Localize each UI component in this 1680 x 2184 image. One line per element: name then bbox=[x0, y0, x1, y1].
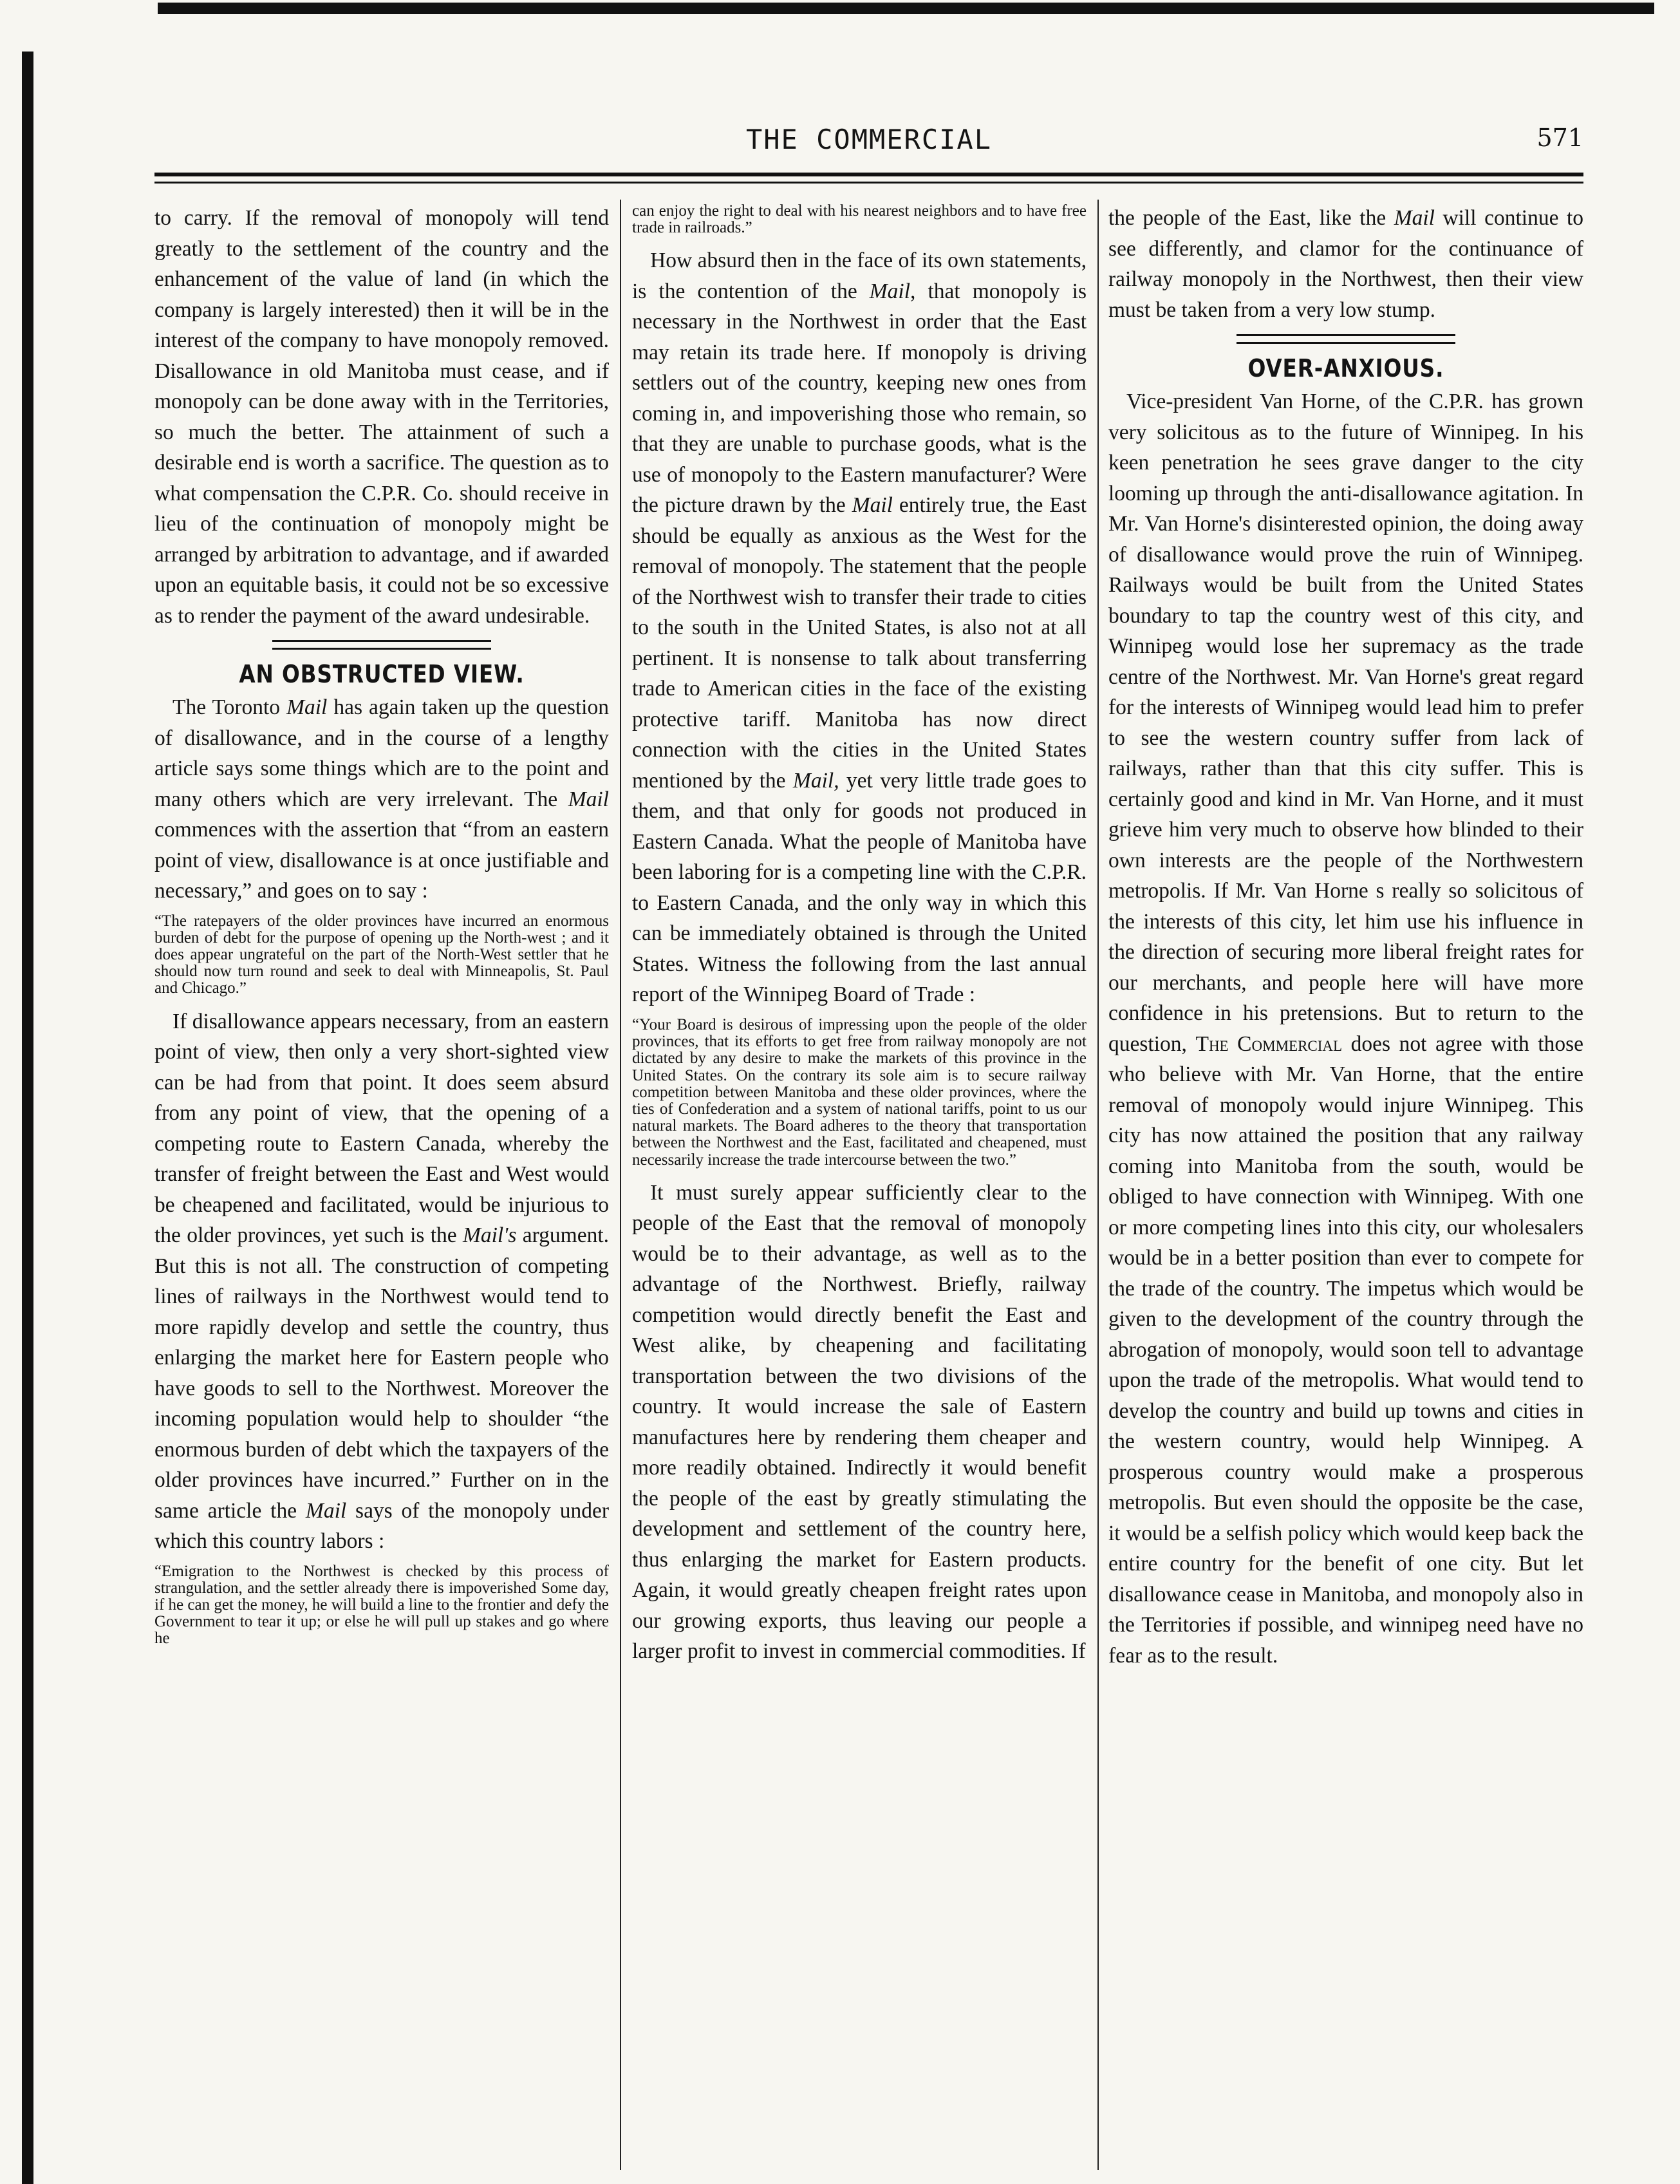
block-quote: “Emigration to the Northwest is checked by this process of strangulation, and the settler already there is impoverished Some day, if he can get the money, he will build a line to the frontier and defy the Government to tear it up; or else he will pull up stakes and go where he bbox=[154, 1562, 609, 1648]
header-rule-thin bbox=[154, 182, 1583, 184]
paragraph: Vice-president Van Horne, of the C.P.R. has grown very solicitous as to the future of Winnipeg. In his keen penetration he sees grave danger to the city looming up through the anti-disallowance agitation. In Mr. Van Horne's disinterested opinion, the doing away of disallowance would prove the ruin of Winnipeg. Railways would be built from the United States boundary to tap the country west of this city, and Winnipeg would lose her supremacy as the trade centre of the Northwest. Mr. Van Horne's great regard for the interests of Winnipeg would lead him to prefer to see the western country suffer from lack of railways, rather than that this city suffer. This is certainly good and kind in Mr. Van Horne, and it must grieve him very much to observe how blinded to their own interests are the people of the Northwestern metropolis. If Mr. Van Horne s really so solicitous of the interests of this city, let him use his influence in the direction of securing more liberal freight rates for our merchants, and people here will have more confidence in his pretensions. But to return to the question, The Commercial does not agree with those who believe with Mr. Van Horne, that the entire removal of monopoly would injure Winnipeg. This city has now attained the position that any railway coming into Manitoba from the south, would be obliged to have connection with Winnipeg. With one or more competing lines into this city, our wholesalers would be in a better position than ever to compete for the trade of the country. The impetus which would be given to the development of the country through the abrogation of monopoly, would soon tell to advantage upon the trade of the metropolis. What would tend to develop the country and build up towns and cities in the western country, would help Winnipeg. A prosperous country would make a prosperous metropolis. But even should the opposite be the case, it would be a selfish policy which would keep back the entire country for the benefit of one city. But let disallowance cease in Manitoba, and monopoly also in the Territories if possible, and winnipeg need have no fear as to the result. bbox=[1108, 390, 1583, 1668]
left-border-bar bbox=[22, 52, 33, 2184]
page-header bbox=[154, 124, 1583, 162]
section-separator bbox=[1237, 334, 1455, 344]
top-border-bar bbox=[158, 3, 1654, 14]
column-divider bbox=[620, 200, 621, 2170]
section-heading: OVER-ANXIOUS. bbox=[1247, 354, 1444, 382]
header-rule-thick bbox=[154, 173, 1583, 176]
column-2 bbox=[632, 203, 1087, 1667]
section-heading: AN OBSTRUCTED VIEW. bbox=[239, 660, 525, 688]
page-number: 571 bbox=[1536, 124, 1583, 152]
paragraph: The Toronto Mail has again taken up the question of disallowance, and in the course of a lengthy article says some things which are to the point and many others which are very irrelevant. The Mail commences with the assertion that “from an eastern point of view, disallowance is at once justifiable and necessary,” and goes on to say : bbox=[154, 695, 609, 903]
paragraph: If disallowance appears necessary, from an eastern point of view, then only a very short-sighted view can be had from that point. It does seem absurd from any point of view, that the opening of a competing route to Eastern Canada, whereby the transfer of freight between the East and West would be cheapened and facilitated, would be injurious to the older provinces, yet such is the Mail's argument. But this is not all. The construction of competing lines of railways in the Northwest would tend to more rapidly develop and settle the country, thus enlarging the market here for Eastern people who have goods to sell to the Northwest. Moreover the incoming population would help to shoulder “the enormous burden of debt which the taxpayers of the older provinces have incurred.” Further on in the same article the Mail says of the monopoly under which this country labors : bbox=[154, 1009, 609, 1554]
block-quote: can enjoy the right to deal with his nearest neighbors and to have free trade in railroads.” bbox=[632, 202, 1087, 237]
column-3 bbox=[1108, 203, 1583, 1671]
paragraph: How absurd then in the face of its own statements, is the contention of the Mail, that monopoly is necessary in the Northwest in order that the East may retain its trade here. If monopoly is driving settlers out of the country, keeping new ones from coming in, and impoverishing those who remain, so that they are unable to purchase goods, what is the use of monopoly to the Eastern manufacturer? Were the picture drawn by the Mail entirely true, the East should be equally as anxious as the West for the removal of monopoly. The statement that the people of the Northwest wish to transfer their trade to cities to the south in the United States, is also not at all pertinent. It is nonsense to talk about transferring trade to American cities in the face of the existing protective tariff. Manitoba has now direct connection with the cities in the United States mentioned by the Mail, yet very little trade goes to them, and that only for goods not produced in Eastern Canada. What the people of Manitoba have been laboring for is a competing line with the C.P.R. to Eastern Canada, and the only way in which this can be immediately obtained is through the United States. Witness the following from the last annual report of the Winnipeg Board of Trade : bbox=[632, 249, 1087, 1007]
column-divider bbox=[1097, 200, 1099, 2170]
block-quote: “The ratepayers of the older provinces have incurred an enormous burden of debt for the purpose of opening up the North-west ; and it does appear ungrateful on the part of the North-West settler that he should now turn round and seek to deal with Minneapolis, St. Paul and Chicago.” bbox=[154, 912, 609, 997]
column-1 bbox=[154, 203, 609, 1657]
section-separator bbox=[272, 640, 491, 650]
block-quote: “Your Board is desirous of impressing upon the people of the older provinces, that its efforts to get free from railway monopoly are not dictated by any desire to make the markets of this province in the United States. On the contrary its sole aim is to secure railway competition between Manitoba and these older provinces, where the ties of Confederation and a system of national tariffs, point to us our natural markets. The Board adheres to the theory that transportation between the Northwest and the East, facilitated and cheapened, must necessarily increase the trade intercourse between the two.” bbox=[632, 1015, 1087, 1169]
paragraph: to carry. If the removal of monopoly will tend greatly to the settlement of the country and the enhancement of the value of land (in which the company is largely interested) then it will be in the interest of the company to have monopoly removed. Disallowance in old Manitoba must cease, and if monopoly can be done away with in the Territories, so much the better. The attainment of such a desirable end is worth a sacrifice. The question as to what compensation the C.P.R. Co. should receive in lieu of the continuation of monopoly might be arranged by arbitration to advantage, and if awarded upon an equitable basis, it could not be so excessive as to render the payment of the award undesirable. bbox=[154, 206, 609, 628]
page-title: THE COMMERCIAL bbox=[745, 124, 992, 155]
paragraph: It must surely appear sufficiently clear to the people of the East that the removal of monopoly would be to their advantage, as well as to the advantage of the Northwest. Briefly, railway competition would directly benefit the East and West alike, by cheapening and facilitating transportation between the two divisions of the country. It would increase the sale of Eastern manufactures here by rendering them cheaper and more readily obtained. Indirectly it would benefit the people of the east by greatly stimulating the development and settlement of the country here, thus enlarging the market for Eastern products. Again, it would greatly cheapen freight rates upon our growing exports, thus leaving our people a larger profit to invest in commercial commodities. If bbox=[632, 1180, 1087, 1664]
paragraph: the people of the East, like the Mail will continue to see differently, and clamor for the continuance of railway monopoly in the Northwest, then their view must be taken from a very low stump. bbox=[1108, 206, 1584, 322]
